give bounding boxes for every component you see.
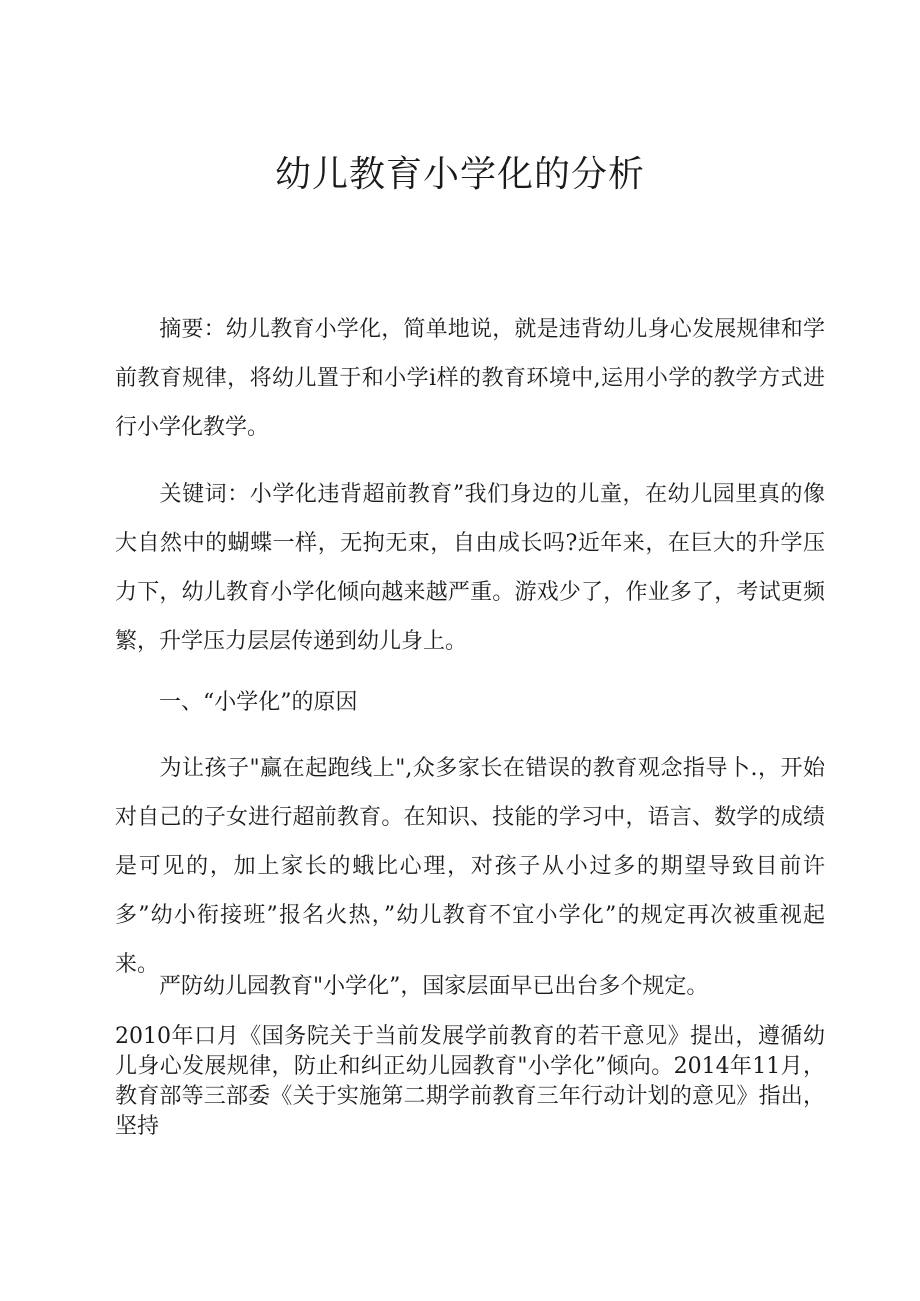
keywords-paragraph — [115, 470, 825, 666]
policy-paragraph: 2010年口月《国务院关于当前发展学前教育的若干意见》提出，遵循幼儿身心发展规律，防止和纠正幼儿园教育"小学化”倾向。2014年11月，教育部等三部委《关于实施第二期学前教育三年行动计划的意见》指出，坚持 — [115, 1024, 825, 1139]
reason-text: 为让孩子"赢在起跑线上",众多家长在错误的教育观念指导卜.，开始对自己的子女进行超前教育。在知识、技能的学习中，语言、数学的成绩是可见的，加上家长的蛾比心理，对孩子从小过多的期望导致目前许多”幼小衔接班”报名火热，”幼儿教育不宜小学化”的规定再次被重视起来。 — [115, 756, 825, 977]
document-title: 幼儿教育小学化的分析 — [274, 154, 645, 195]
reason-paragraph — [115, 744, 825, 989]
abstract-text: 摘要：幼儿教育小学化，简单地说，就是违背幼儿身心发展规律和学前教育规律，将幼儿置于和小学i样的教育环境中,运用小学的教学方式进行小学化教学。 — [115, 317, 825, 440]
prevent-text: 严防幼儿园教育"小学化”，国家层面早已出台多个规定。 — [159, 974, 709, 999]
abstract-paragraph — [115, 305, 825, 452]
keywords-text: 关键词：小学化违背超前教育”我们身边的儿童，在幼儿园里真的像大自然中的蝴蝶一样，无拘无束，自由成长吗?近年来，在巨大的升学压力下，幼儿教育小学化倾向越来越严重。游戏少了，作业多了，考试更频繁，升学压力层层传递到幼儿身上。 — [115, 482, 825, 654]
prevent-paragraph — [115, 962, 825, 1011]
section-heading-text: 一、“小学化”的原因 — [159, 690, 358, 715]
section-heading — [115, 678, 825, 727]
